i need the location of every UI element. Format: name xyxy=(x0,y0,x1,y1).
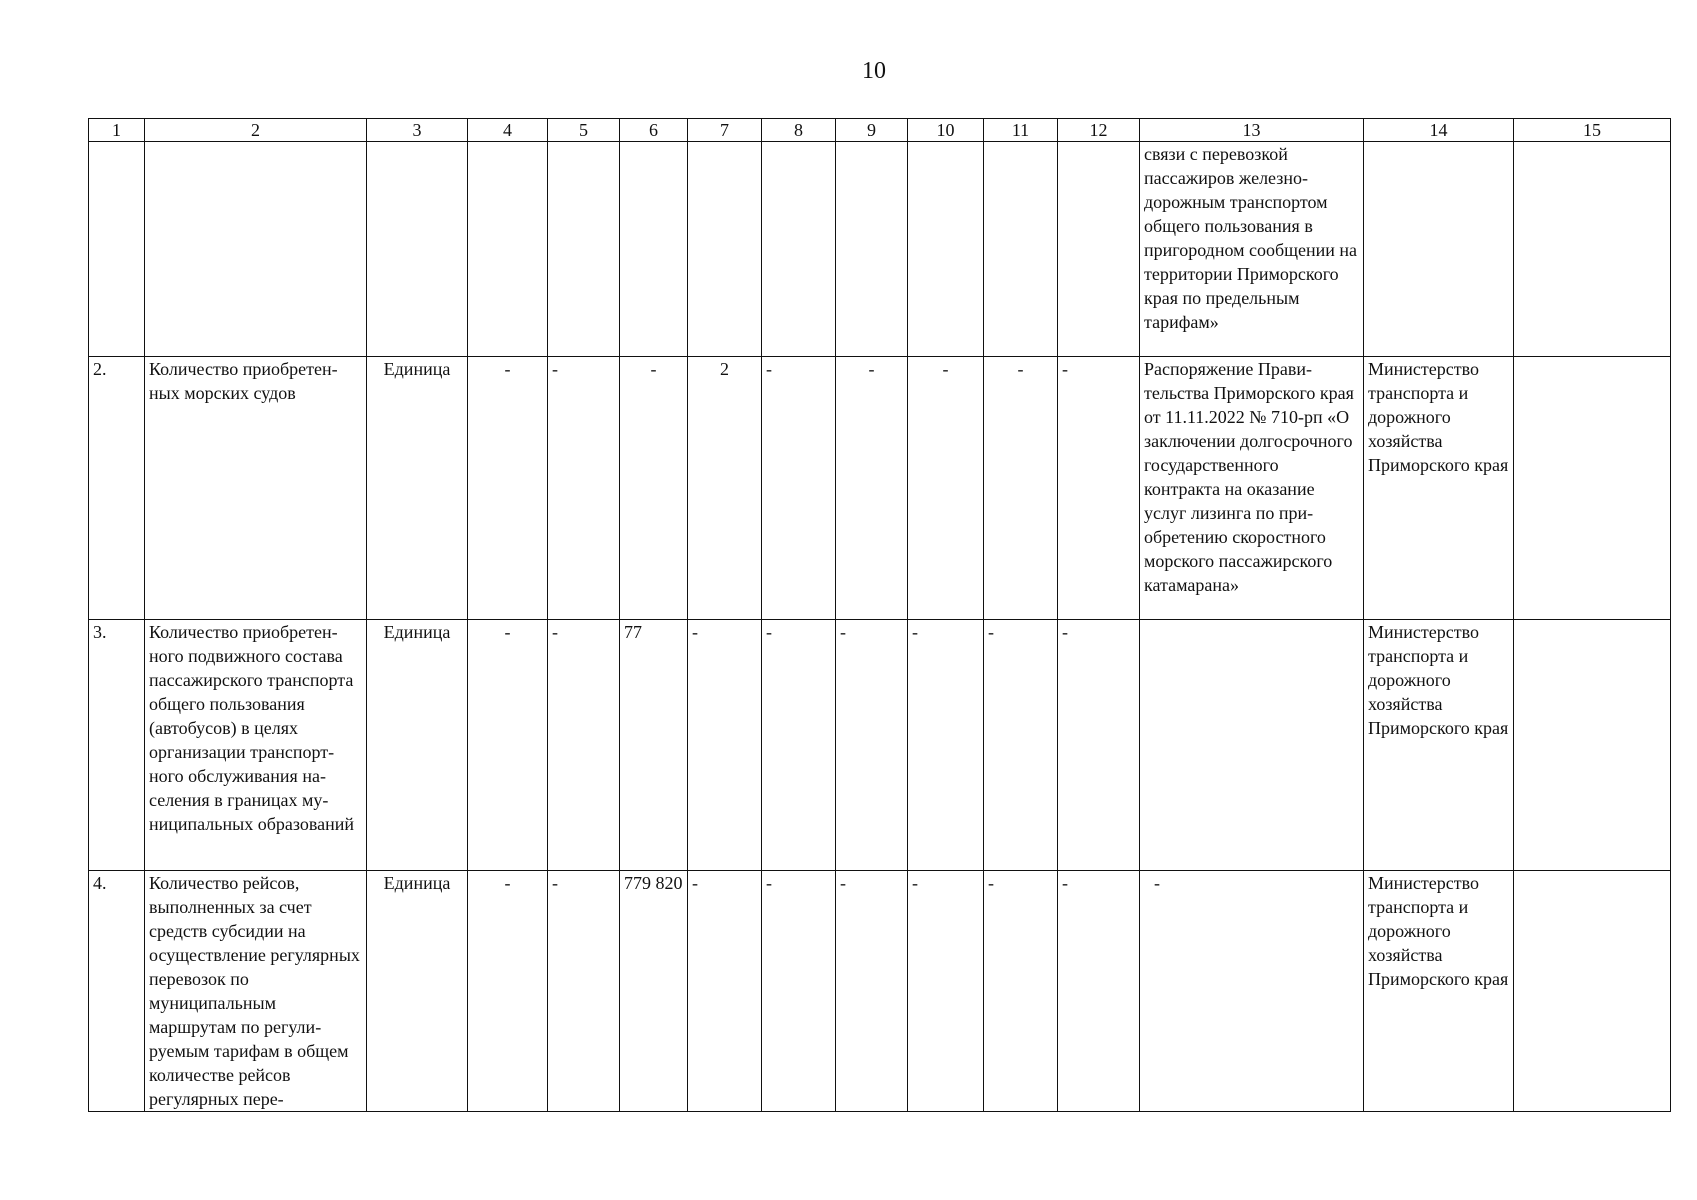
value-cell: - xyxy=(548,357,620,620)
note-cell xyxy=(1514,871,1671,1112)
value-cell: - xyxy=(548,871,620,1112)
value-cell: - xyxy=(1058,871,1140,1112)
note-cell xyxy=(1514,620,1671,871)
header-col-14: 14 xyxy=(1364,119,1514,142)
page-number: 10 xyxy=(862,58,886,84)
header-col-11: 11 xyxy=(984,119,1058,142)
table-row xyxy=(89,620,1671,871)
header-col-1: 1 xyxy=(89,119,145,142)
value-cell xyxy=(548,142,620,357)
value-cell: 77 xyxy=(620,620,688,871)
header-col-4: 4 xyxy=(468,119,548,142)
row-number: 3. xyxy=(89,620,145,871)
value-cell xyxy=(836,142,908,357)
value-cell: - xyxy=(984,620,1058,871)
header-col-6: 6 xyxy=(620,119,688,142)
table-row xyxy=(89,142,1671,357)
value-cell: - xyxy=(836,357,908,620)
value-cell xyxy=(620,142,688,357)
header-col-3: 3 xyxy=(367,119,468,142)
indicators-table xyxy=(88,118,1671,1112)
value-cell: - xyxy=(908,871,984,1112)
value-cell: - xyxy=(688,871,762,1112)
basis-document-cell xyxy=(1140,620,1364,871)
value-cell: - xyxy=(1058,620,1140,871)
basis-document-cell: связи с перевозкой пассажиров железнодорожным транспортом общего пользования в пригородном сообщении на территории Приморского края по предельным тарифам» xyxy=(1140,142,1364,357)
row-number: 4. xyxy=(89,871,145,1112)
unit-cell: Единица xyxy=(367,871,468,1112)
value-cell: - xyxy=(620,357,688,620)
value-cell: - xyxy=(688,620,762,871)
header-col-15: 15 xyxy=(1514,119,1671,142)
header-col-9: 9 xyxy=(836,119,908,142)
row-number xyxy=(89,142,145,357)
indicator-name: Количество рейсов, выполненных за счет средств субсидии на осуществление регулярных перевозок по муниципальным маршрутам по регулируемым тарифам в общем количестве рейсов регулярных пере- xyxy=(145,871,367,1112)
responsible-cell: Министерство транспорта и дорожного хозяйства Приморского края xyxy=(1364,620,1514,871)
indicator-name: Количество приобретенных морских судов xyxy=(145,357,367,620)
row-number: 2. xyxy=(89,357,145,620)
value-cell: - xyxy=(468,357,548,620)
unit-cell: Единица xyxy=(367,357,468,620)
note-cell xyxy=(1514,142,1671,357)
basis-document-cell: Распоряжение Правительства Приморского края от 11.11.2022 № 710-рп «О заключении долгосрочного государственного контракта на оказание услуг лизинга по приобретению скоростного морского пассажирского катамарана» xyxy=(1140,357,1364,620)
basis-document-cell: - xyxy=(1140,871,1364,1112)
value-cell: - xyxy=(836,871,908,1112)
unit-cell: Единица xyxy=(367,620,468,871)
value-cell: - xyxy=(762,871,836,1112)
value-cell xyxy=(984,142,1058,357)
value-cell xyxy=(908,142,984,357)
indicator-name: Количество приобретенного подвижного состава пассажирского транспорта общего пользования (автобусов) в целях организации транспортного обслуживания населения в границах муниципальных образований xyxy=(145,620,367,871)
indicator-name xyxy=(145,142,367,357)
value-cell xyxy=(468,142,548,357)
value-cell: - xyxy=(908,357,984,620)
value-cell: - xyxy=(762,357,836,620)
header-col-13: 13 xyxy=(1140,119,1364,142)
responsible-cell: Министерство транспорта и дорожного хозяйства Приморского края xyxy=(1364,871,1514,1112)
value-cell xyxy=(1058,142,1140,357)
table-row xyxy=(89,357,1671,620)
header-col-12: 12 xyxy=(1058,119,1140,142)
header-col-10: 10 xyxy=(908,119,984,142)
value-cell: - xyxy=(908,620,984,871)
header-col-2: 2 xyxy=(145,119,367,142)
value-cell: - xyxy=(468,871,548,1112)
value-cell: - xyxy=(836,620,908,871)
table-row xyxy=(89,871,1671,1112)
value-cell: - xyxy=(548,620,620,871)
header-col-5: 5 xyxy=(548,119,620,142)
value-cell: - xyxy=(984,357,1058,620)
value-cell: - xyxy=(1058,357,1140,620)
unit-cell xyxy=(367,142,468,357)
value-cell: 779 820 xyxy=(620,871,688,1112)
responsible-cell xyxy=(1364,142,1514,357)
value-cell: - xyxy=(468,620,548,871)
column-number-header xyxy=(89,119,1671,142)
header-col-8: 8 xyxy=(762,119,836,142)
value-cell: - xyxy=(984,871,1058,1112)
note-cell xyxy=(1514,357,1671,620)
value-cell xyxy=(688,142,762,357)
header-col-7: 7 xyxy=(688,119,762,142)
value-cell: 2 xyxy=(688,357,762,620)
responsible-cell: Министерство транспорта и дорожного хозяйства Приморского края xyxy=(1364,357,1514,620)
value-cell xyxy=(762,142,836,357)
value-cell: - xyxy=(762,620,836,871)
